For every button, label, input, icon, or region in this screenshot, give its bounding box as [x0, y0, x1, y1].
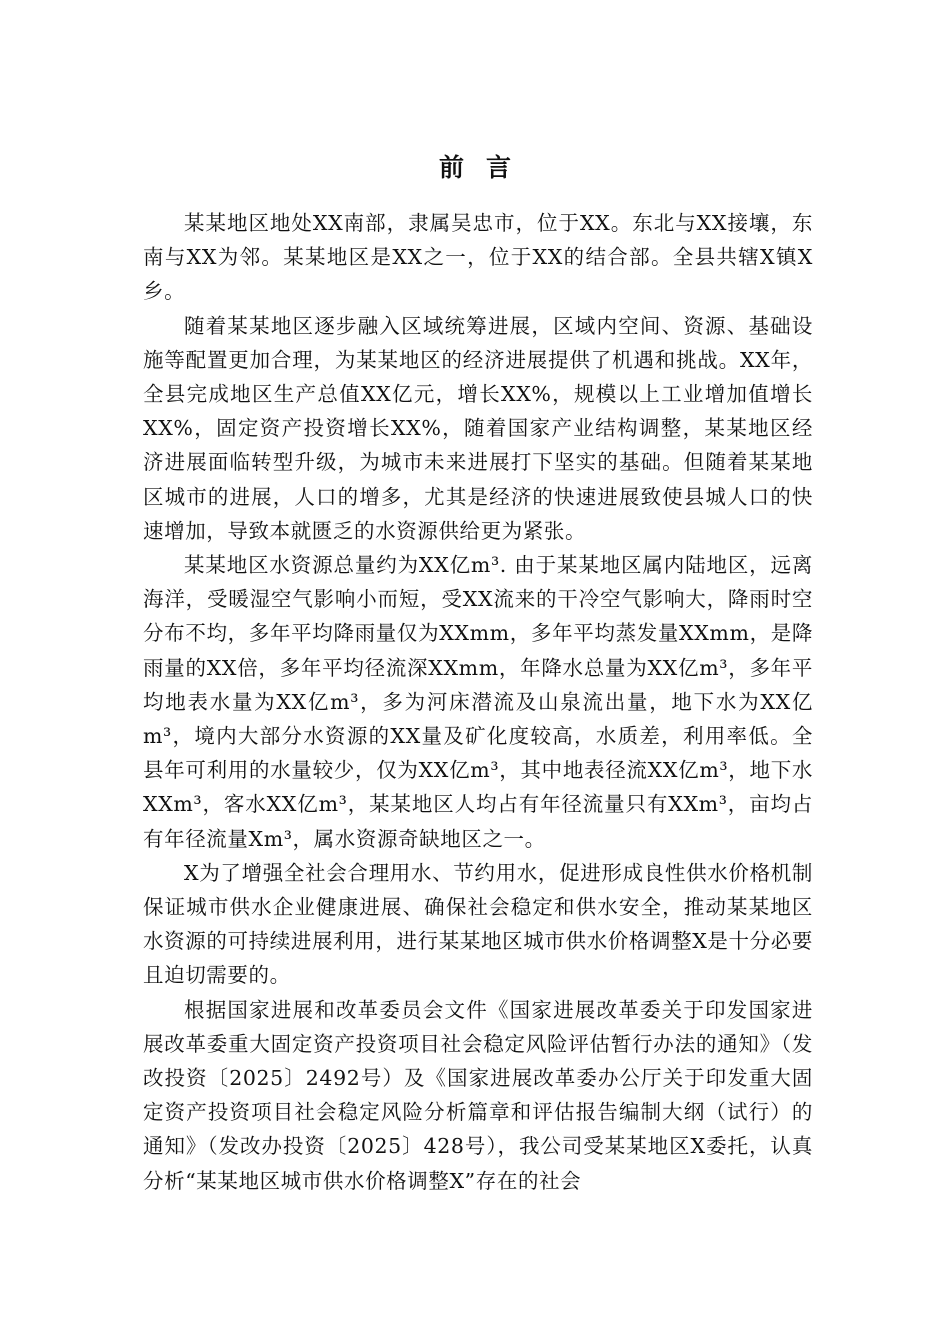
- paragraph-necessity: X为了增强全社会合理用水、节约用水，促进形成良性供水价格机制保证城市供水企业健康进展、确保社会稳定和供水安全，推动某某地区水资源的可持续进展利用，进行某某地区城市供水价格调整X是十分必要且迫切需要的。: [143, 860, 813, 988]
- paragraph-basis: 根据国家进展和改革委员会文件《国家进展改革委关于印发国家进展改革委重大固定资产投资项目社会稳定风险评估暂行办法的通知》（发改投资〔2025〕2492号）及《国家进展改革委办公厅关于印发重大固定资产投资项目社会稳定风险分析篇章和评估报告编制大纲（试行）的通知》（发改办投资〔2025〕428号），我公司受某某地区X委托，认真分析“某某地区城市供水价格调整X”存在的社会: [143, 997, 813, 1193]
- document-body: [143, 206, 813, 1198]
- paragraph-economy: 随着某某地区逐步融入区域统筹进展，区域内空间、资源、基础设施等配置更加合理，为某某地区的经济进展提供了机遇和挑战。XX年，全县完成地区生产总值XX亿元，增长XX%，规模以上工业增加值增长XX%，固定资产投资增长XX%，随着国家产业结构调整，某某地区经济进展面临转型升级，为城市未来进展打下坚实的基础。但随着某某地区城市的进展，人口的增多，尤其是经济的快速进展致使县城人口的快速增加，导致本就匮乏的水资源供给更为紧张。: [143, 313, 813, 543]
- page-title: 前言: [438, 153, 533, 182]
- paragraph-location: 某某地区地处XX南部，隶属吴忠市，位于XX。东北与XX接壤，东南与XX为邻。某某地区是XX之一，位于XX的结合部。全县共辖X镇X乡。: [143, 211, 813, 304]
- paragraph-water-resources: 某某地区水资源总量约为XX亿m³. 由于某某地区属内陆地区，远离海洋，受暖湿空气影响小而短，受XX流来的干冷空气影响大，降雨时空分布不均，多年平均降雨量仅为XXmm，多年平均蒸发量XXmm，是降雨量的XX倍，多年平均径流深XXmm，年降水总量为XX亿m³，多年平均地表水量为XX亿m³，多为河床潜流及山泉流出量，地下水为XX亿m³，境内大部分水资源的XX量及矿化度较高，水质差，利用率低。全县年可利用的水量较少，仅为XX亿m³，其中地表径流XX亿m³，地下水XXm³，客水XX亿m³，某某地区人均占有年径流量只有XXm³，亩均占有年径流量Xm³，属水资源奇缺地区之一。: [143, 553, 813, 851]
